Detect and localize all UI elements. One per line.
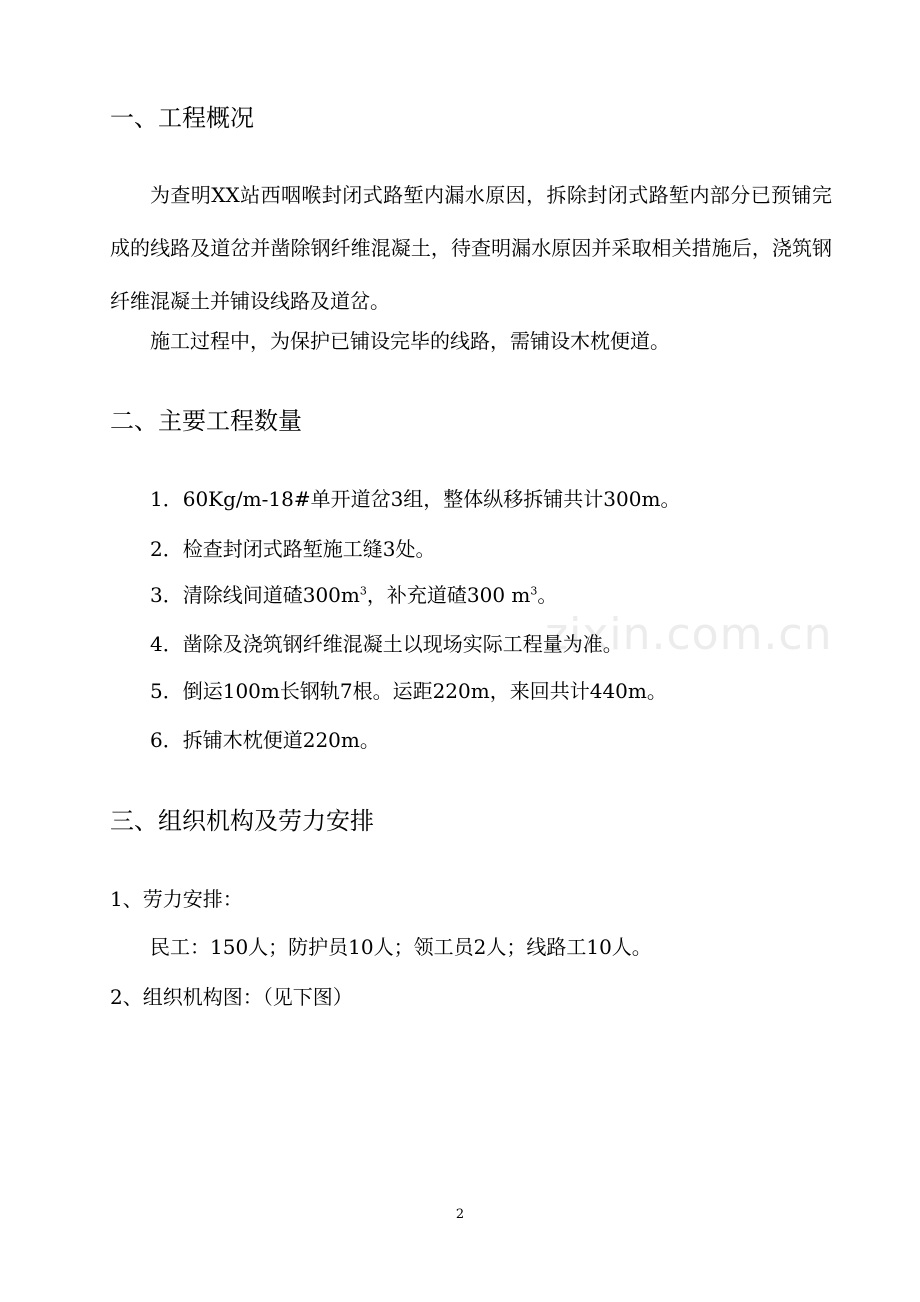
page-number: 2 [455,1207,465,1222]
quantity-item-1: 1．60Kg/m-18#单开道岔3组，整体纵移拆铺共计300m。 [150,487,681,511]
labor-arrangement-text: 民工：150人；防护员10人；领工员2人；线路工10人。 [150,935,652,959]
cubic-superscript-2: 3 [530,584,538,598]
quantity-item-3-text-1: 3．清除线间道碴300m [150,583,360,607]
labor-arrangement-heading: 1、劳力安排： [110,887,243,911]
quantity-item-2: 2．检查封闭式路堑施工缝3处。 [150,537,436,561]
section-3-heading: 三、组织机构及劳力安排 [110,807,374,835]
quantity-item-6: 6．拆铺木枕便道220m。 [150,728,380,752]
quantity-item-4: 4．凿除及浇筑钢纤维混凝土以现场实际工程量为准。 [150,632,623,656]
cubic-superscript-1: 3 [359,584,367,598]
section-2-heading: 二、主要工程数量 [110,407,302,435]
quantity-item-3-text-2: ，补充道碴300 m [366,583,531,607]
quantity-item-5: 5．倒运100m长钢轨7根。运距220m，来回共计440m。 [150,679,667,703]
section-1-paragraph-2: 施工过程中，为保护已铺设完毕的线路，需铺设木枕便道。 [150,329,670,353]
quantity-item-3-text-3: 。 [537,583,558,607]
watermark: zixin.com.cn [545,609,833,660]
quantity-item-3 [150,580,557,610]
org-chart-heading: 2、组织机构图：（见下图） [110,985,353,1009]
section-1-heading: 一、工程概况 [110,104,254,132]
section-1-paragraph-1: 为查明XX站西咽喉封闭式路堑内漏水原因，拆除封闭式路堑内部分已预铺完成的线路及道岔并凿除钢纤维混凝土，待查明漏水原因并采取相关措施后，浇筑钢纤维混凝土并铺设线路及道岔。 [110,183,832,313]
